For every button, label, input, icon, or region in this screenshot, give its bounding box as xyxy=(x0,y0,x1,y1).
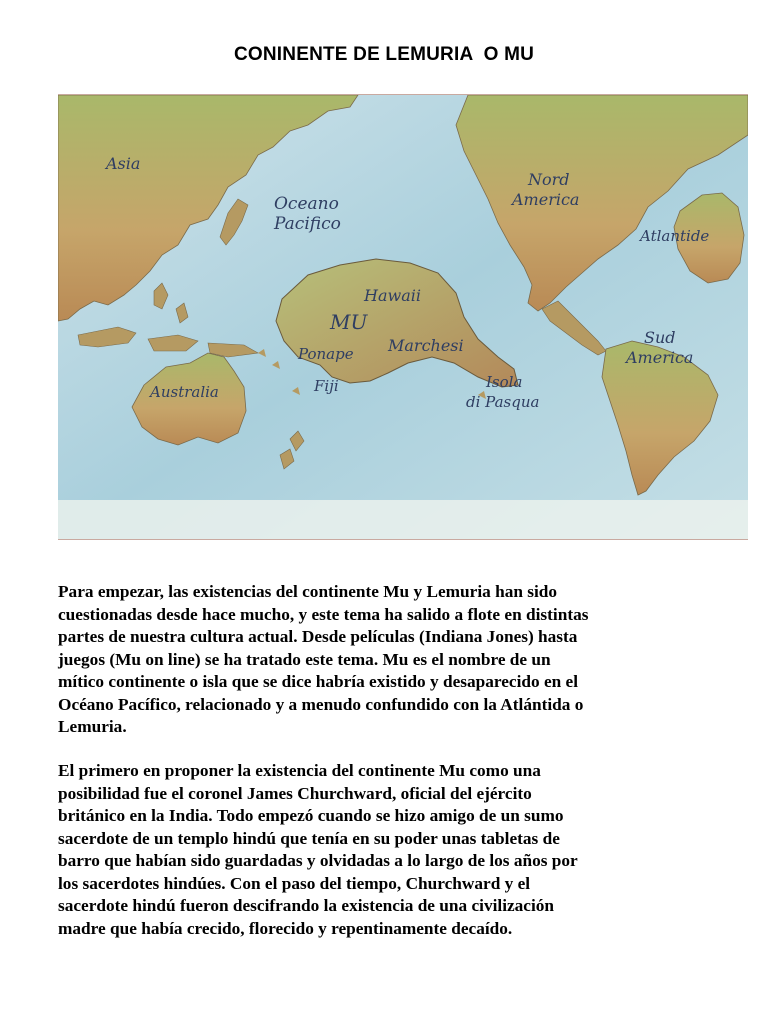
text-line: sacerdote hindú fueron descifrando la existencia de una civilización xyxy=(58,896,555,915)
map-label-ponape: Ponape xyxy=(298,345,354,363)
text-line: cuestionadas desde hace mucho, y este tema ha salido a flote en distintas xyxy=(58,604,589,624)
paragraph-churchward xyxy=(58,760,708,940)
map-label-america-south: America xyxy=(626,348,694,367)
map-bottom-margin xyxy=(58,500,748,539)
map-label-sud: Sud xyxy=(644,328,676,347)
map-label-asia: Asia xyxy=(106,154,141,173)
text-line: británico en la India. Todo empezó cuando se hizo amigo de un sumo xyxy=(58,806,564,825)
map-label-mu: MU xyxy=(330,310,368,334)
text-line: Lemuria. xyxy=(58,717,127,736)
world-map-image xyxy=(58,94,748,540)
paragraph-intro xyxy=(58,581,708,739)
text-line: los sacerdotes hindúes. Con el paso del tiempo, Churchward y el xyxy=(58,873,531,893)
map-label-america-north: America xyxy=(512,190,580,209)
text-line: sacerdote de un templo hindú que tenía en su poder unas tabletas de xyxy=(58,828,560,848)
text-line: barro que habían sido guardadas y olvidadas a lo largo de los años por xyxy=(58,851,578,870)
map-illustration xyxy=(58,95,748,539)
text-line: mítico continente o isla que se dice habría existido y desaparecido en el xyxy=(58,672,579,691)
map-label-hawaii: Hawaii xyxy=(364,286,421,305)
page-title: CONINENTE DE LEMURIA O MU xyxy=(233,44,535,65)
map-label-marchesi: Marchesi xyxy=(388,336,464,355)
map-label-fiji: Fiji xyxy=(314,377,339,395)
map-label-australia: Australia xyxy=(150,383,219,401)
map-label-pacifico: Pacifico xyxy=(274,214,341,234)
map-label-oceano: Oceano xyxy=(274,194,339,214)
text-line: posibilidad fue el coronel James Churchward, oficial del ejército xyxy=(58,783,532,803)
text-line: El primero en proponer la existencia del continente Mu como una xyxy=(58,761,541,780)
map-label-atlantide: Atlantide xyxy=(640,227,710,245)
map-label-isola: Isola xyxy=(486,373,523,391)
text-line: Para empezar, las existencias del continente Mu y Lemuria han sido xyxy=(58,582,558,601)
map-label-di-pasqua: di Pasqua xyxy=(466,393,540,411)
text-line: madre que había crecido, florecido y repentinamente decaído. xyxy=(58,918,513,938)
text-line: juegos (Mu on line) se ha tratado este tema. Mu es el nombre de un xyxy=(58,649,551,669)
text-line: partes de nuestra cultura actual. Desde películas (Indiana Jones) hasta xyxy=(58,627,578,646)
map-label-nord: Nord xyxy=(528,170,570,189)
text-line: Océano Pacífico, relacionado y a menudo confundido con la Atlántida o xyxy=(58,694,584,714)
